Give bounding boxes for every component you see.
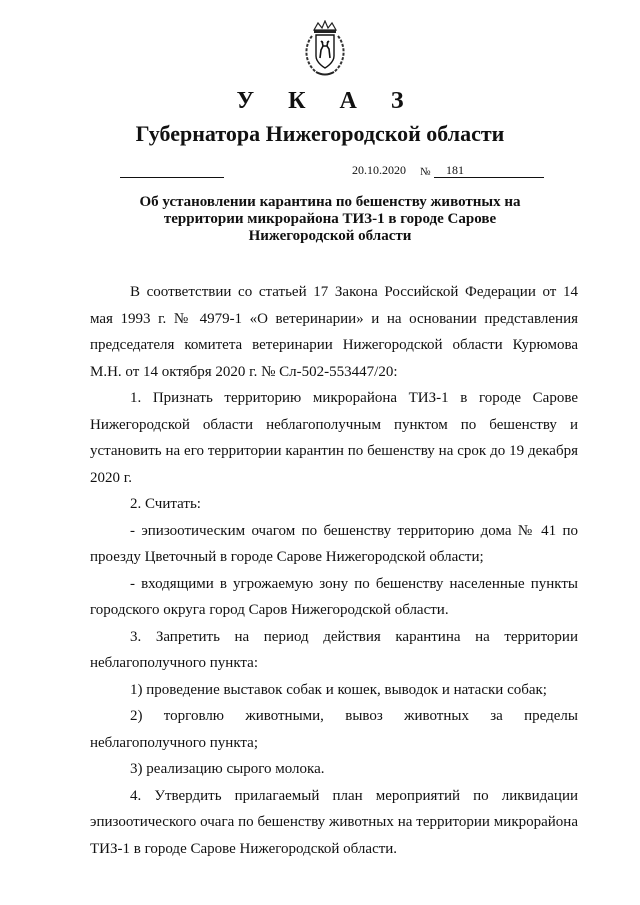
subject-line: Об установлении карантина по бешенству животных на — [139, 194, 521, 210]
clause-4: 4. Утвердить прилагаемый план мероприятий по ликвидации эпизоотического очага по бешенству животных на территории микрорайона ТИЗ-1 в городе Сарове Нижегородской области. — [90, 787, 578, 857]
decree-title: У К А З — [236, 88, 418, 114]
blank-line-left — [120, 177, 224, 178]
clause-2-item: - входящими в угрожаемую зону по бешенству населенные пункты городского округа город Саров Нижегородской области. — [90, 575, 578, 618]
clause-2-item: - эпизоотическим очагом по бешенству территорию дома № 41 по проезду Цветочный в городе Сарове Нижегородской области; — [90, 522, 578, 565]
clause-3-item: 1) проведение выставок собак и кошек, выводок и натаски собак; — [130, 681, 547, 698]
preamble-paragraph: В соответствии со статьей 17 Закона Российской Федерации от 14 мая 1993 г. № 4979-1 «О ветеринарии» и на основании представления председателя комитета ветеринарии Нижегородской области Курюмова М.Н. от 14 октября 2020 г. № Сл-502-553447/20: — [90, 284, 578, 380]
clause-1: 1. Признать территорию микрорайона ТИЗ-1 в городе Сарове Нижегородской области неблагополучным пунктом по бешенству и установить на его территории карантин по бешенству на срок до 19 декабря 2020 г. — [90, 390, 578, 486]
clause-3: 3. Запретить на период действия карантина на территории неблагополучного пункта: — [90, 628, 578, 671]
number-underline — [434, 177, 544, 178]
clause-3-item: 2) торговлю животными, вывоз животных за пределы неблагополучного пункта; — [90, 708, 578, 751]
decree-body — [90, 279, 578, 862]
clause-2: 2. Считать: — [130, 496, 201, 512]
number-label: № — [420, 166, 431, 178]
clause-3-item: 3) реализацию сырого молока. — [130, 761, 325, 777]
decree-number: 181 — [446, 163, 464, 177]
decree-subject — [120, 194, 540, 245]
decree-date: 20.10.2020 — [352, 163, 406, 177]
subject-line: территории микрорайона ТИЗ-1 в городе Сарове — [163, 211, 497, 227]
coat-of-arms-icon — [302, 20, 348, 78]
decree-issuer: Губернатора Нижегородской области — [135, 121, 505, 146]
subject-line: Нижегородской области — [248, 228, 412, 244]
